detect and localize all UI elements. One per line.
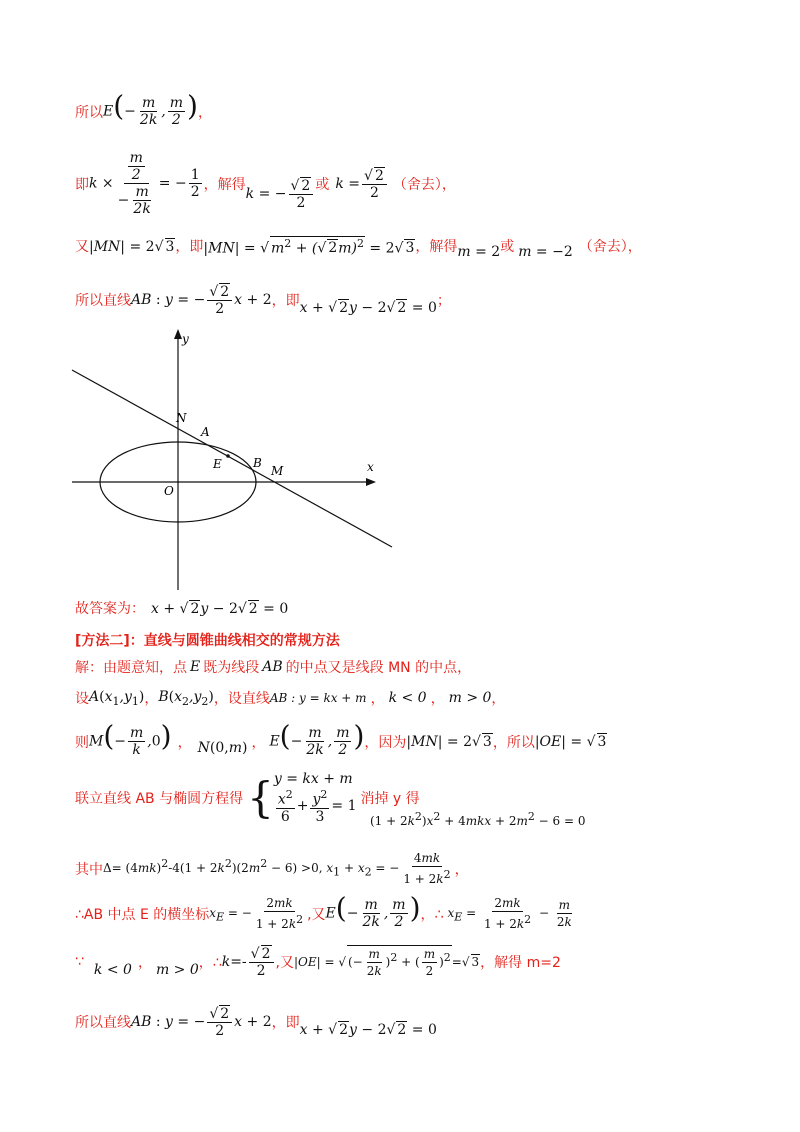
y-axis-arrow bbox=[174, 329, 182, 339]
math-k-equation: k × $\frac{m}{2}$ − $\frac{m}{2k}$ = − $\frac{1}{2}$ bbox=[89, 150, 200, 217]
text-suffix: ， bbox=[197, 104, 212, 121]
math-m-negative: m = −2 bbox=[518, 244, 573, 260]
method-two-title bbox=[75, 630, 340, 650]
math-ab-general-form: x + √ 2y − 2√ 2 = 0 bbox=[299, 299, 437, 316]
system-of-equations bbox=[247, 770, 356, 826]
label-y: y bbox=[182, 332, 189, 346]
math-e: E bbox=[190, 659, 201, 675]
math-m-positive: m = 2 bbox=[457, 244, 501, 260]
label-x: x bbox=[367, 460, 374, 474]
math-ab-slope-form: AB : y = − $\frac{√ 2}{2}$ x + 2 bbox=[131, 284, 272, 317]
text-so: ，所以 bbox=[492, 734, 535, 751]
text-mid: ，即 bbox=[175, 239, 204, 255]
math-xe-equation: $x_E$ = $\frac{2mk}{1 + 2k^2}$ − $\frac{m}{2k}$ bbox=[447, 896, 572, 931]
text-eliminate: 消掉 y 得 bbox=[360, 791, 420, 807]
text-mid: ,又 bbox=[307, 906, 326, 923]
text-mid: ，即 bbox=[271, 293, 300, 309]
text-mid: ，解得 bbox=[415, 239, 458, 255]
text-therefore: ，∴ bbox=[420, 906, 444, 923]
label-m: M bbox=[271, 464, 284, 478]
math-k-positive: k = $\frac{√ 2}{2}$ bbox=[335, 167, 389, 201]
answer-line bbox=[75, 598, 288, 618]
text-prefix: 则 bbox=[75, 734, 89, 751]
text-mid: ，即 bbox=[271, 1015, 300, 1031]
text-prefix: 所以直线 bbox=[75, 1015, 131, 1031]
math-mn: |MN| = 2√ 3 bbox=[406, 734, 492, 750]
text-prefix: ∴AB 中点 E 的横坐标 bbox=[75, 906, 210, 923]
math-k-value: k=- $\frac{√ 2}{2}$ bbox=[222, 945, 276, 979]
answer-expression: x + √ 2y − 2√ 2 = 0 bbox=[151, 600, 289, 617]
math-oe: |OE| = √ 3 bbox=[534, 734, 607, 750]
math-quadratic: $(1 + 2k^2)x^2 + 4mkx + 2m^2 - 6 = 0$ bbox=[370, 810, 586, 828]
line-e-coordinates bbox=[75, 89, 212, 128]
brace: { bbox=[247, 773, 274, 822]
math-m-condition: m > 0 bbox=[448, 690, 492, 706]
because-symbol: ∵ bbox=[75, 954, 84, 970]
text-suffix: ， bbox=[454, 861, 469, 878]
method-line-6 bbox=[75, 891, 576, 932]
math-xe: $x_E$ = − $\frac{2mk}{1 + 2k^2}$ bbox=[209, 896, 304, 931]
method-line-8 bbox=[75, 1005, 437, 1039]
text-prefix: 所以直线 bbox=[75, 293, 131, 309]
ellipse-line-figure bbox=[70, 325, 400, 595]
text-intro: 解：由题意知，点 bbox=[75, 660, 187, 676]
line-ab-equation bbox=[75, 283, 451, 317]
text-mid: ,又 bbox=[275, 955, 294, 971]
line-solve-m bbox=[75, 232, 642, 260]
label-e: E bbox=[213, 457, 222, 471]
text-prefix: 即 bbox=[75, 176, 89, 193]
point-e bbox=[226, 454, 230, 458]
math-mn-formula: |MN| = √ $m^2$ + (√ 2m)$^2$ = 2√ 3 bbox=[203, 236, 415, 257]
text-prefix: 其中 bbox=[75, 861, 103, 878]
math-m-pos: m > 0 bbox=[155, 962, 199, 978]
math-k-condition: k < 0 bbox=[388, 690, 427, 706]
math-e-point: E(− $\frac{m}{2k}$ , $\frac{m}{2}$ ) bbox=[103, 89, 198, 128]
text-suffix: （舍去）， bbox=[578, 239, 642, 255]
label-n: N bbox=[176, 411, 187, 425]
math-ab-general-form-2: x + √ 2y − 2√ 2 = 0 bbox=[299, 1021, 437, 1038]
method-line-1 bbox=[75, 657, 471, 677]
math-point-e: E(− $\frac{m}{2k}$ , $\frac{m}{2}$ ) bbox=[269, 719, 365, 758]
method-line-7: ∵ k < 0 ， m > 0 ，∴ k=- $\frac{√ 2}{2}$ ,又 |OE| = √ (− $\frac{m}{2k}$ )$^2$ + ( $\frac{m}{2}$ )$^2$=√ 3 ，解得 m=2 bbox=[75, 946, 561, 979]
text-suffix: （舍去）， bbox=[392, 176, 456, 193]
math-k-neg: k < 0 bbox=[93, 962, 132, 978]
line-solve-k bbox=[75, 150, 456, 217]
math-e-point-again: E(− $\frac{m}{2k}$ , $\frac{m}{2}$ ) bbox=[325, 891, 421, 930]
text-because: ，因为 bbox=[364, 734, 407, 751]
text-solve-m: ，解得 m=2 bbox=[480, 955, 561, 971]
text-mid: ，解得 bbox=[203, 176, 246, 193]
math-mn-length: |MN| = 2√ 3 bbox=[89, 238, 175, 255]
math-ab-slope-form-2: AB : y = − $\frac{√ 2}{2}$ x + 2 bbox=[131, 1006, 272, 1039]
text-prefix: 设 bbox=[75, 691, 89, 707]
text-prefix: 联立直线 AB 与椭圆方程得 bbox=[75, 791, 244, 807]
math-ab: AB bbox=[262, 659, 283, 675]
text-or: 或 bbox=[500, 239, 515, 255]
math-point-a: $A(x_1,y_1)$ bbox=[89, 688, 145, 708]
method-line-2: 设 $A(x_1,y_1)$ ， $B(x_2,y_2)$ ，设直线 AB : y = kx + m ， k < 0 ， m > 0 ， bbox=[75, 688, 506, 708]
equation-line: y = kx + m bbox=[273, 771, 353, 788]
label-b: B bbox=[253, 456, 262, 470]
text-suffix: ； bbox=[436, 293, 451, 309]
math-line-ab: AB : y = kx + m bbox=[269, 691, 367, 705]
math-discriminant: $\Delta= (4mk)^2-4(1 + 2k^2)(2m^2 - 6) >0$, $x_1 + x_2$ = − $\frac{4mk}{1 + 2k^2}$ bbox=[103, 851, 451, 886]
text-mid: ，设直线 bbox=[213, 691, 270, 707]
method-title-text: [方法二]：直线与圆锥曲线相交的常规方法 bbox=[75, 633, 340, 649]
text-mid: 既为线段 bbox=[203, 660, 260, 676]
math-oe-formula: |OE| = √ (− $\frac{m}{2k}$ )$^2$ + ( $\frac{m}{2}$ )$^2$=√ 3 bbox=[293, 947, 480, 978]
method-line-5 bbox=[75, 850, 469, 887]
text-prefix: 又 bbox=[75, 239, 89, 255]
x-axis-arrow bbox=[366, 478, 376, 486]
equation-ellipse: $\frac{x^2}{6}$ + $\frac{y^2}{3}$ = 1 bbox=[277, 788, 357, 825]
label-a: A bbox=[201, 425, 210, 439]
label-o: O bbox=[164, 484, 174, 498]
math-k-negative: k = − $\frac{√ 2}{2}$ bbox=[246, 177, 316, 211]
text-suffix: 的中点又是线段 MN 的中点， bbox=[285, 660, 472, 676]
method-line-4 bbox=[75, 770, 586, 828]
math-point-b: $B(x_2,y_2)$ bbox=[158, 688, 214, 708]
math-point-n: N(0,m) bbox=[197, 739, 248, 756]
line-ab bbox=[72, 370, 392, 547]
text-or: 或 bbox=[315, 176, 330, 193]
text-sep: ， bbox=[144, 691, 159, 707]
therefore-symbol: ，∴ bbox=[198, 955, 222, 971]
text-prefix: 所以 bbox=[75, 104, 103, 121]
math-point-m: M(− $\frac{m}{k}$ ,0) bbox=[89, 719, 172, 758]
method-line-3: 则 M(− $\frac{m}{k}$ ,0) ， N(0,m) ， E(− $\frac{m}{2k}$ , $\frac{m}{2}$ ) ，因为 |MN| = 2√ 3 ，所以 |OE| = √ 3 bbox=[75, 719, 607, 758]
answer-prefix: 故答案为： bbox=[75, 601, 145, 617]
